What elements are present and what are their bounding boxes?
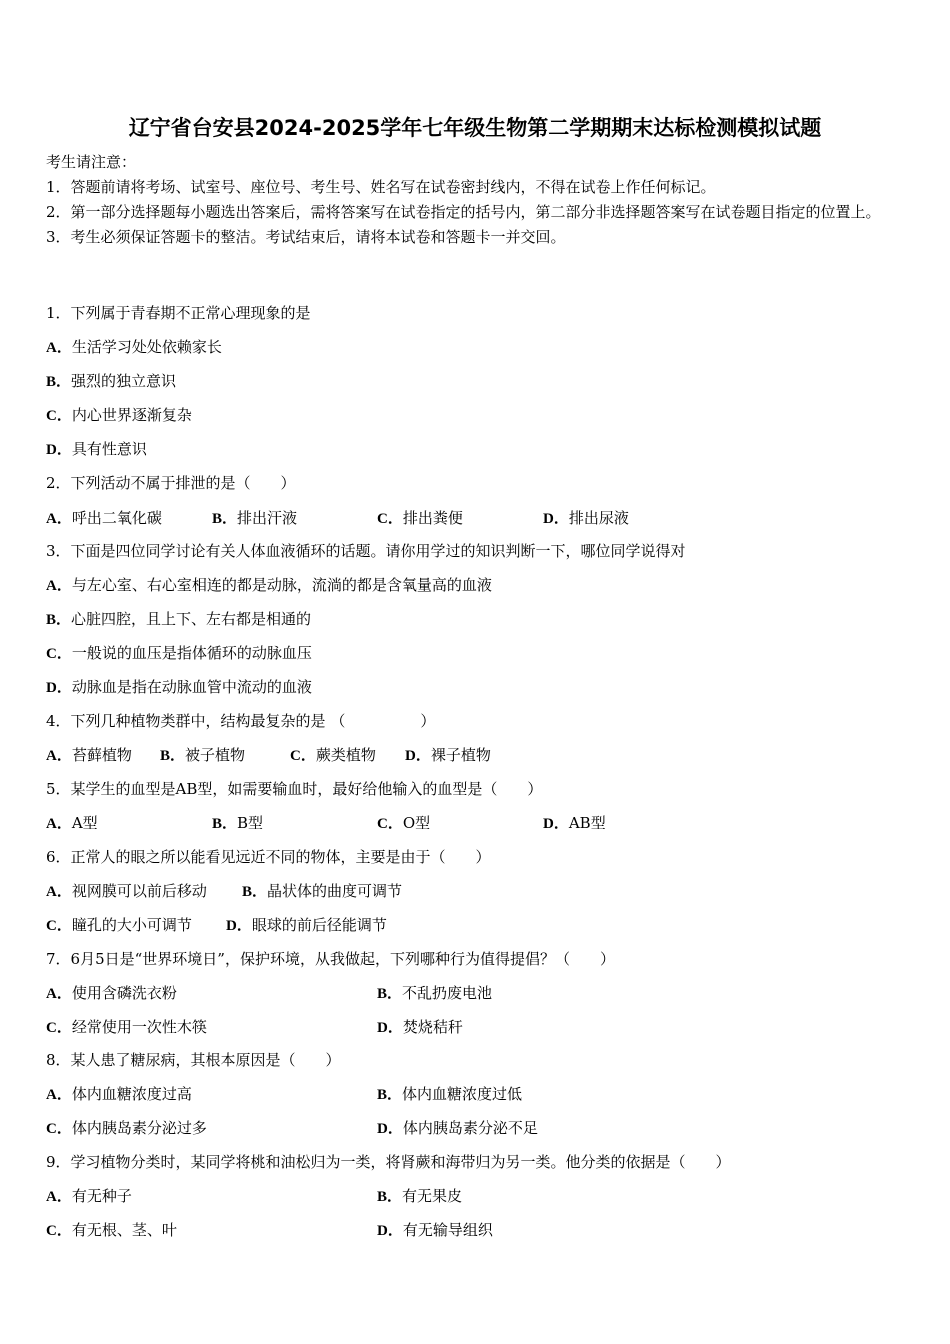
option bbox=[377, 812, 430, 833]
option-label: B． bbox=[377, 1189, 403, 1205]
option bbox=[160, 744, 245, 765]
option-label: C． bbox=[46, 408, 72, 424]
option-label: C． bbox=[46, 918, 72, 934]
option bbox=[290, 744, 376, 765]
option bbox=[46, 370, 176, 391]
option-text: O型 bbox=[402, 814, 431, 832]
option-text: 体内血糖浓度过低 bbox=[402, 1085, 523, 1103]
option-text: 排出汗液 bbox=[237, 509, 298, 527]
option-text: 瞳孔的大小可调节 bbox=[71, 916, 192, 934]
option-label: D． bbox=[377, 1121, 403, 1137]
notice-item: 1．答题前请将考场、试室号、座位号、考生号、姓名写在试卷密封线内，不得在试卷上作任何标记。 bbox=[46, 178, 716, 196]
notice-block bbox=[46, 150, 906, 250]
option bbox=[46, 404, 192, 425]
option-text: AB型 bbox=[568, 814, 606, 832]
option-label: A． bbox=[46, 986, 72, 1002]
option bbox=[405, 744, 491, 765]
option-label: A． bbox=[46, 578, 72, 594]
option-text: 被子植物 bbox=[185, 746, 246, 764]
option-text: 心脏四腔，且上下、左右都是相通的 bbox=[71, 610, 312, 628]
option-label: D． bbox=[377, 1020, 403, 1036]
option-text: 体内胰岛素分泌不足 bbox=[402, 1119, 538, 1137]
option-text: 经常使用一次性木筷 bbox=[71, 1018, 207, 1036]
option-text: 与左心室、右心室相连的都是动脉，流淌的都是含氧量高的血液 bbox=[71, 576, 492, 594]
option bbox=[46, 1016, 207, 1037]
option-text: 有无输导组织 bbox=[402, 1221, 493, 1239]
option-text: 视网膜可以前后移动 bbox=[71, 882, 207, 900]
option-text: B型 bbox=[237, 814, 264, 832]
notice-item: 2．第一部分选择题每小题选出答案后，需将答案写在试卷指定的括号内，第二部分非选择题答案写在试卷题目指定的位置上。 bbox=[46, 203, 881, 221]
option-text: 有无根、茎、叶 bbox=[71, 1221, 177, 1239]
option bbox=[377, 982, 492, 1003]
option bbox=[46, 507, 162, 528]
option-label: D． bbox=[405, 748, 431, 764]
option bbox=[377, 1219, 493, 1240]
option-label: A． bbox=[46, 340, 72, 356]
option bbox=[46, 744, 132, 765]
option-text: 一般说的血压是指体循环的动脉血压 bbox=[71, 644, 312, 662]
notice-heading: 考生请注意： bbox=[46, 153, 137, 171]
option-label: C． bbox=[377, 816, 403, 832]
option-label: B． bbox=[242, 884, 268, 900]
option-text: 不乱扔废电池 bbox=[402, 984, 493, 1002]
question-stem: 3．下面是四位同学讨论有关人体血液循环的话题。请你用学过的知识判断一下，哪位同学说得对 bbox=[46, 542, 686, 560]
option-text: 排出粪便 bbox=[402, 509, 463, 527]
option bbox=[46, 812, 98, 833]
option bbox=[46, 676, 312, 697]
option-label: C． bbox=[46, 1121, 72, 1137]
option bbox=[46, 336, 222, 357]
option-label: B． bbox=[46, 612, 72, 628]
option-label: D． bbox=[543, 816, 569, 832]
option bbox=[46, 574, 492, 595]
option-label: B． bbox=[377, 986, 403, 1002]
option-text: 体内血糖浓度过高 bbox=[71, 1085, 192, 1103]
option bbox=[543, 812, 606, 833]
option bbox=[226, 914, 387, 935]
option-text: 蕨类植物 bbox=[315, 746, 376, 764]
option-label: C． bbox=[377, 511, 403, 527]
option bbox=[46, 880, 207, 901]
option-label: B． bbox=[160, 748, 186, 764]
option bbox=[377, 507, 463, 528]
option-text: 强烈的独立意识 bbox=[71, 372, 177, 390]
option bbox=[46, 438, 147, 459]
option bbox=[543, 507, 629, 528]
option bbox=[212, 507, 297, 528]
option-text: 体内胰岛素分泌过多 bbox=[71, 1119, 207, 1137]
option-label: A． bbox=[46, 1189, 72, 1205]
question-stem: 2．下列活动不属于排泄的是（ ） bbox=[46, 474, 296, 492]
option-label: A． bbox=[46, 816, 72, 832]
option bbox=[46, 1117, 207, 1138]
option-label: B． bbox=[212, 511, 238, 527]
option bbox=[377, 1016, 463, 1037]
option bbox=[46, 1219, 177, 1240]
option-text: 有无果皮 bbox=[402, 1187, 463, 1205]
option-label: D． bbox=[46, 680, 72, 696]
option-label: B． bbox=[46, 374, 72, 390]
option bbox=[377, 1083, 522, 1104]
option-label: C． bbox=[46, 646, 72, 662]
option-text: 使用含磷洗衣粉 bbox=[71, 984, 177, 1002]
option-label: C． bbox=[290, 748, 316, 764]
option-label: B． bbox=[377, 1087, 403, 1103]
option bbox=[377, 1117, 538, 1138]
option-text: 裸子植物 bbox=[430, 746, 491, 764]
option bbox=[212, 812, 263, 833]
option bbox=[46, 982, 177, 1003]
page-title: 辽宁省台安县2024-2025学年七年级生物第二学期期末达标检测模拟试题 bbox=[128, 116, 822, 140]
option-text: 具有性意识 bbox=[71, 440, 147, 458]
option-label: A． bbox=[46, 884, 72, 900]
option-text: A型 bbox=[71, 814, 98, 832]
question-stem: 8．某人患了糖尿病，其根本原因是（ ） bbox=[46, 1051, 341, 1069]
question-stem: 9．学习植物分类时，某同学将桃和油松归为一类，将肾蕨和海带归为另一类。他分类的依据是（ ） bbox=[46, 1153, 731, 1171]
option bbox=[46, 1083, 192, 1104]
option bbox=[377, 1185, 462, 1206]
option bbox=[46, 914, 192, 935]
option-text: 内心世界逐渐复杂 bbox=[71, 406, 192, 424]
option-label: A． bbox=[46, 748, 72, 764]
option-text: 排出尿液 bbox=[568, 509, 629, 527]
option-label: D． bbox=[226, 918, 252, 934]
option-text: 晶状体的曲度可调节 bbox=[267, 882, 403, 900]
option-label: C． bbox=[46, 1223, 72, 1239]
option-text: 生活学习处处依赖家长 bbox=[71, 338, 222, 356]
option bbox=[46, 1185, 132, 1206]
option bbox=[46, 608, 311, 629]
question-stem: 7．6月5日是“世界环境日”，保护环境，从我做起，下列哪种行为值得提倡？（ ） bbox=[46, 950, 615, 968]
option-label: A． bbox=[46, 511, 72, 527]
option-label: C． bbox=[46, 1020, 72, 1036]
option-text: 苔藓植物 bbox=[71, 746, 132, 764]
option-label: A． bbox=[46, 1087, 72, 1103]
option-label: D． bbox=[543, 511, 569, 527]
question-stem: 5．某学生的血型是AB型，如需要输血时，最好给他输入的血型是（ ） bbox=[46, 780, 543, 798]
option bbox=[242, 880, 402, 901]
question-stem: 1．下列属于青春期不正常心理现象的是 bbox=[46, 304, 311, 322]
notice-item: 3．考生必须保证答题卡的整洁。考试结束后，请将本试卷和答题卡一并交回。 bbox=[46, 228, 566, 246]
option-text: 动脉血是指在动脉血管中流动的血液 bbox=[71, 678, 312, 696]
option-text: 呼出二氧化碳 bbox=[71, 509, 162, 527]
option-label: D． bbox=[46, 442, 72, 458]
option-label: B． bbox=[212, 816, 238, 832]
option bbox=[46, 642, 312, 663]
option-text: 眼球的前后径能调节 bbox=[251, 916, 387, 934]
question-stem: 6．正常人的眼之所以能看见远近不同的物体，主要是由于（ ） bbox=[46, 848, 491, 866]
option-text: 焚烧秸秆 bbox=[402, 1018, 463, 1036]
option-label: D． bbox=[377, 1223, 403, 1239]
question-stem: 4．下列几种植物类群中，结构最复杂的是 （ ） bbox=[46, 712, 436, 730]
option-text: 有无种子 bbox=[71, 1187, 132, 1205]
